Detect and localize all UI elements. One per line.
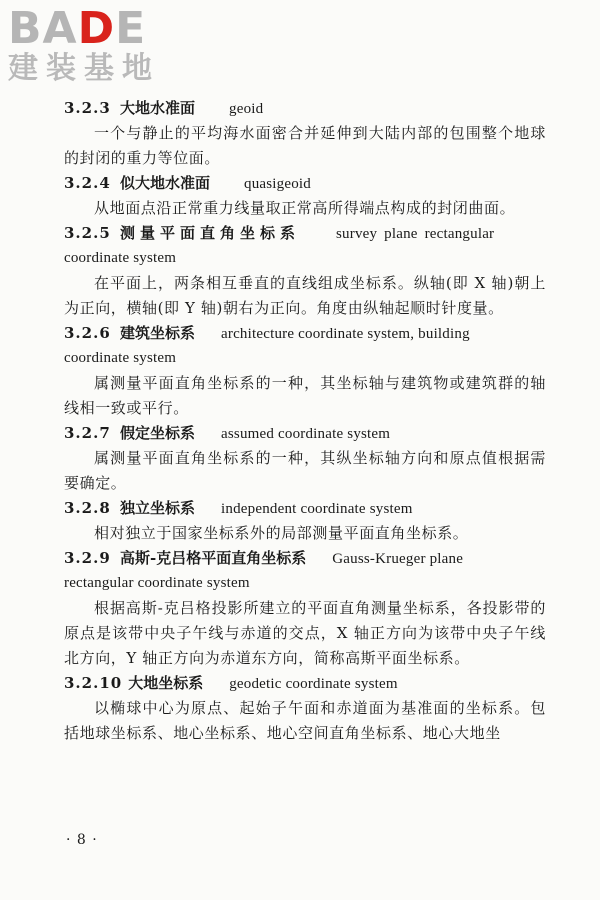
logo-wordmark: BADE bbox=[8, 3, 147, 54]
logo-chinese-name: 建装基地 bbox=[8, 51, 160, 86]
clause-number: 3.2.8 bbox=[64, 499, 111, 517]
term-english: geodetic coordinate system bbox=[229, 676, 398, 692]
term-chinese: 建筑坐标系 bbox=[120, 324, 196, 342]
term-heading bbox=[64, 221, 546, 246]
term-entry-3-2-4 bbox=[64, 171, 546, 221]
term-entry-3-2-8 bbox=[64, 496, 546, 546]
term-english-continued: coordinate system bbox=[64, 350, 177, 366]
term-entry-3-2-6 bbox=[64, 321, 546, 421]
term-heading bbox=[64, 171, 546, 196]
term-heading bbox=[64, 96, 546, 121]
term-definition: 从地面点沿正常重力线量取正常高所得端点构成的封闭曲面。 bbox=[94, 199, 516, 217]
term-english: Gauss-Krueger plane bbox=[332, 551, 464, 567]
clause-number: 3.2.10 bbox=[64, 674, 123, 692]
clause-number: 3.2.9 bbox=[64, 549, 111, 567]
term-definition: 以椭球中心为原点、起始子午面和赤道面为基准面的坐标系。包括地球坐标系、地心坐标系、地心空间直角坐标系、地心大地坐 bbox=[64, 699, 546, 742]
term-english: survey plane rectangular bbox=[336, 226, 495, 242]
term-definition: 属测量平面直角坐标系的一种，其坐标轴与建筑物或建筑群的轴线相一致或平行。 bbox=[64, 374, 546, 417]
term-chinese: 独立坐标系 bbox=[120, 499, 196, 517]
term-heading bbox=[64, 671, 546, 696]
term-definition: 在平面上，两条相互垂直的直线组成坐标系。纵轴(即 X 轴)朝上为正向，横轴(即 Y 轴)朝右为正向。角度由纵轴起顺时针度量。 bbox=[64, 274, 546, 317]
term-heading bbox=[64, 546, 546, 571]
term-chinese: 大地水准面 bbox=[120, 99, 196, 117]
brand-logo bbox=[8, 4, 178, 86]
term-heading bbox=[64, 321, 546, 346]
document-body bbox=[64, 96, 546, 746]
term-chinese: 假定坐标系 bbox=[120, 424, 196, 442]
term-definition: 属测量平面直角坐标系的一种，其纵坐标轴方向和原点值根据需要确定。 bbox=[64, 449, 546, 492]
term-entry-3-2-3 bbox=[64, 96, 546, 171]
term-heading bbox=[64, 421, 546, 446]
term-english-continued: coordinate system bbox=[64, 250, 177, 266]
term-chinese: 高斯-克吕格平面直角坐标系 bbox=[120, 549, 307, 567]
term-entry-3-2-7 bbox=[64, 421, 546, 496]
term-english-continued: rectangular coordinate system bbox=[64, 575, 250, 591]
term-entry-3-2-9 bbox=[64, 546, 546, 671]
term-chinese: 大地坐标系 bbox=[128, 674, 204, 692]
term-english: architecture coordinate system, building bbox=[221, 326, 470, 342]
term-entry-3-2-5 bbox=[64, 221, 546, 321]
term-definition: 根据高斯-克吕格投影所建立的平面直角测量坐标系，各投影带的原点是该带中央子午线与赤道的交点，X 轴正方向为该带中央子午线北方向，Y 轴正方向为赤道东方向，简称高斯平面坐标系。 bbox=[64, 599, 546, 667]
term-english: independent coordinate system bbox=[221, 501, 413, 517]
term-chinese: 似大地水准面 bbox=[120, 174, 211, 192]
term-entry-3-2-10 bbox=[64, 671, 546, 746]
term-heading bbox=[64, 496, 546, 521]
term-english: geoid bbox=[229, 101, 264, 117]
clause-number: 3.2.4 bbox=[64, 174, 111, 192]
clause-number: 3.2.6 bbox=[64, 324, 111, 342]
page-number: · 8 · bbox=[66, 832, 98, 848]
clause-number: 3.2.5 bbox=[64, 224, 111, 242]
term-english: quasigeoid bbox=[244, 176, 312, 192]
clause-number: 3.2.7 bbox=[64, 424, 111, 442]
clause-number: 3.2.3 bbox=[64, 99, 111, 117]
term-chinese: 测量平面直角坐标系 bbox=[120, 224, 301, 242]
term-definition: 相对独立于国家坐标系外的局部测量平面直角坐标系。 bbox=[94, 524, 469, 542]
term-definition: 一个与静止的平均海水面密合并延伸到大陆内部的包围整个地球的封闭的重力等位面。 bbox=[64, 124, 546, 167]
term-english: assumed coordinate system bbox=[221, 426, 391, 442]
